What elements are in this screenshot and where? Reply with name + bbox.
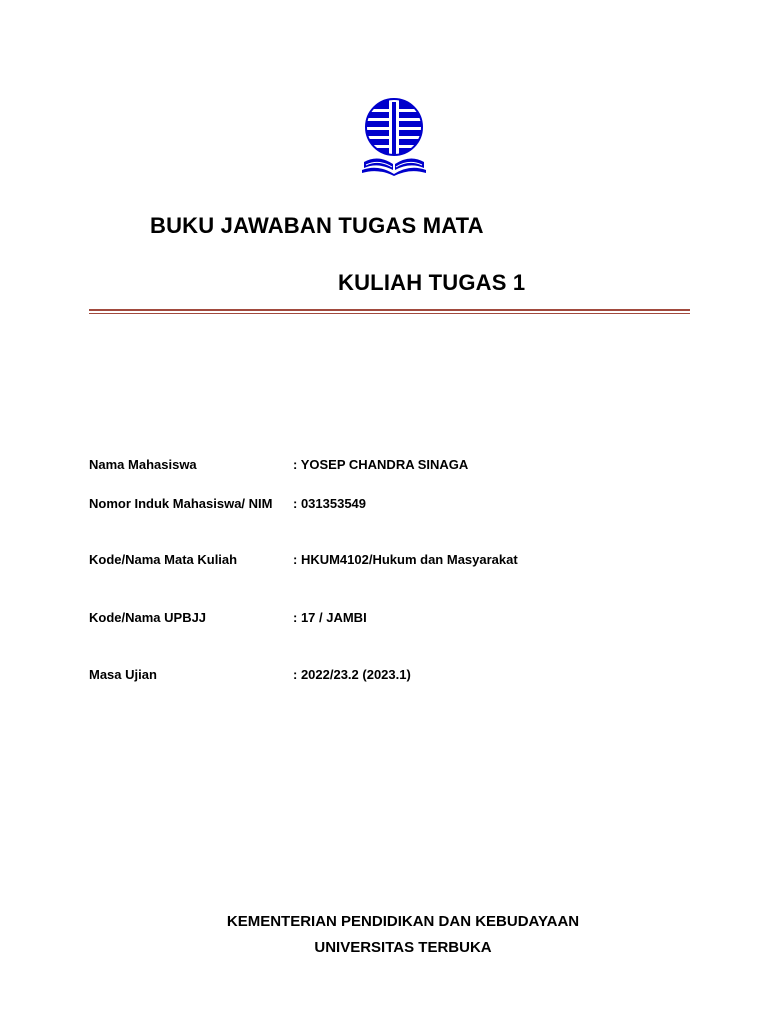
field-label: Kode/Nama UPBJJ: [89, 610, 207, 625]
field-value: : 2022/23.2 (2023.1): [293, 667, 411, 682]
field-label: Masa Ujian: [89, 667, 157, 682]
field-row-exam-period: [89, 667, 689, 685]
field-value: : 17 / JAMBI: [293, 610, 367, 625]
field-row-name: [89, 457, 689, 475]
field-label: Nomor Induk Mahasiswa/ NIM: [89, 496, 273, 511]
footer-university: UNIVERSITAS TERBUKA: [314, 939, 492, 956]
field-row-course: [89, 552, 689, 570]
document-title-line2: KULIAH TUGAS 1: [338, 270, 526, 295]
field-value: : 031353549: [293, 496, 367, 511]
field-value: : HKUM4102/Hukum dan Masyarakat: [293, 552, 518, 567]
field-value: : YOSEP CHANDRA SINAGA: [293, 457, 469, 472]
field-row-nim: [89, 496, 689, 514]
footer-ministry: KEMENTERIAN PENDIDIKAN DAN KEBUDAYAAN: [226, 913, 580, 930]
field-label: Nama Mahasiswa: [89, 457, 197, 472]
title-divider: [89, 309, 690, 311]
university-logo: [360, 98, 428, 176]
document-title-line1: BUKU JAWABAN TUGAS MATA: [150, 213, 484, 238]
field-label: Kode/Nama Mata Kuliah: [89, 552, 238, 567]
title-divider-thin: [89, 313, 690, 314]
field-row-upbjj: [89, 610, 689, 628]
globe-book-icon: [360, 98, 428, 176]
